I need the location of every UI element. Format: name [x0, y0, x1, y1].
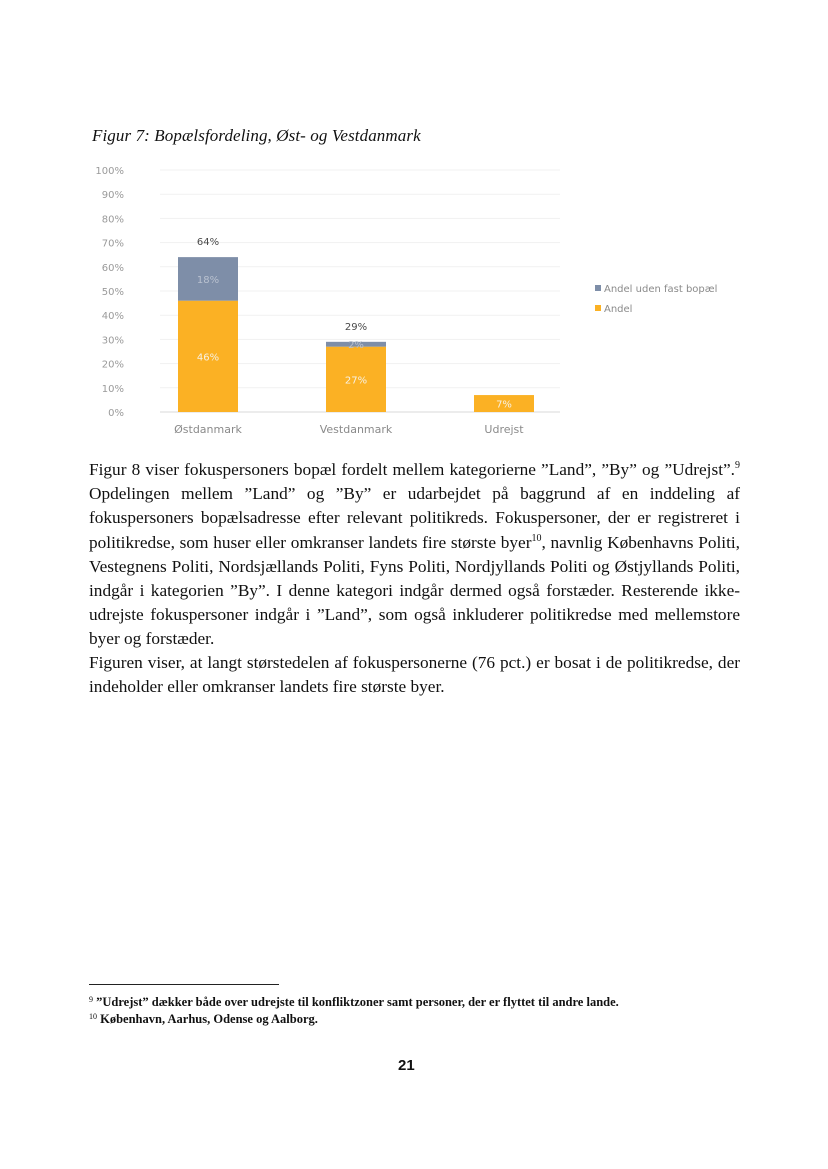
footnote-mark: 9 — [89, 995, 93, 1004]
page-number: 21 — [398, 1057, 415, 1074]
y-tick-label: 40% — [101, 311, 124, 323]
data-label: 27% — [344, 375, 368, 387]
y-tick-label: 50% — [101, 287, 124, 298]
paragraph-1-part-c: , navnlig Københavns Politi, Vestegnens Politi, Nordsjællands Politi, Fyns Politi, Nordjyllands Politi og Østjyllands Politi, indgår i kategorien ”By”. I denne kategori indgår dermed også forstæder. Resterende ikke-udrejste fokuspersoner indgår i ”Land”, som også inkluderer politikredse med mellemstore byer og forstæder. — [89, 532, 740, 649]
figure-title: Figur 7: Bopælsfordeling, Øst- og Vestdanmark — [92, 126, 421, 145]
total-label: 64% — [196, 237, 220, 249]
y-tick-label: 10% — [101, 383, 124, 395]
x-tick-label: Vestdanmark — [319, 423, 393, 436]
paragraph-1-part-a: Figur 8 viser fokuspersoners bopæl fordelt mellem kategorierne ”Land”, ”By” og ”Udrejst”. — [89, 460, 735, 479]
y-tick-label: 60% — [101, 262, 124, 274]
footnote-divider — [89, 984, 279, 985]
footnote-text: ”Udrejst” dækker både over udrejste til konfliktzoner samt personer, der er flyttet til andre lande. — [93, 995, 619, 1009]
y-tick-label: 70% — [101, 238, 124, 250]
y-tick-label: 30% — [101, 335, 124, 347]
data-label: 7% — [496, 399, 512, 411]
footnote-text: København, Aarhus, Odense og Aalborg. — [97, 1012, 318, 1026]
bar-chart — [0, 0, 828, 450]
footnote-ref-10[interactable]: 10 — [531, 532, 542, 544]
legend-entry: Andel uden fast bopæl — [604, 284, 718, 295]
y-tick-label: 100% — [95, 166, 124, 177]
footnote-mark: 10 — [89, 1012, 97, 1021]
footnote-9 — [89, 995, 619, 1010]
paragraph-1-part-b: Opdelingen mellem ”Land” og ”By” er udarbejdet på baggrund af en inddeling af fokuspersoners bopælsadresse efter relevant politikreds. Fokuspersoner, der er registreret i politikredse, som huser eller omkranser landets fire største byer — [89, 484, 740, 552]
legend-entry: Andel — [604, 304, 633, 315]
paragraph-2: Figuren viser, at langt størstedelen af fokuspersonerne (76 pct.) er bosat i de politikredse, der indeholder eller omkranser landets fire største byer. — [89, 653, 740, 697]
y-tick-label: 90% — [101, 190, 124, 202]
y-tick-label: 0% — [108, 408, 124, 419]
footnote-10 — [89, 1012, 318, 1027]
data-label: 46% — [196, 352, 220, 364]
x-tick-label: Udrejst — [484, 423, 524, 436]
legend-swatch — [595, 285, 601, 291]
paragraph-1 — [89, 458, 740, 652]
legend-swatch — [595, 305, 601, 311]
total-label: 29% — [344, 321, 368, 333]
data-label: 18% — [196, 274, 220, 286]
data-label: 2% — [348, 340, 364, 352]
y-tick-label: 80% — [101, 214, 124, 226]
y-tick-label: 20% — [101, 359, 124, 371]
x-tick-label: Østdanmark — [174, 423, 242, 436]
footnote-ref-9[interactable]: 9 — [735, 460, 740, 471]
